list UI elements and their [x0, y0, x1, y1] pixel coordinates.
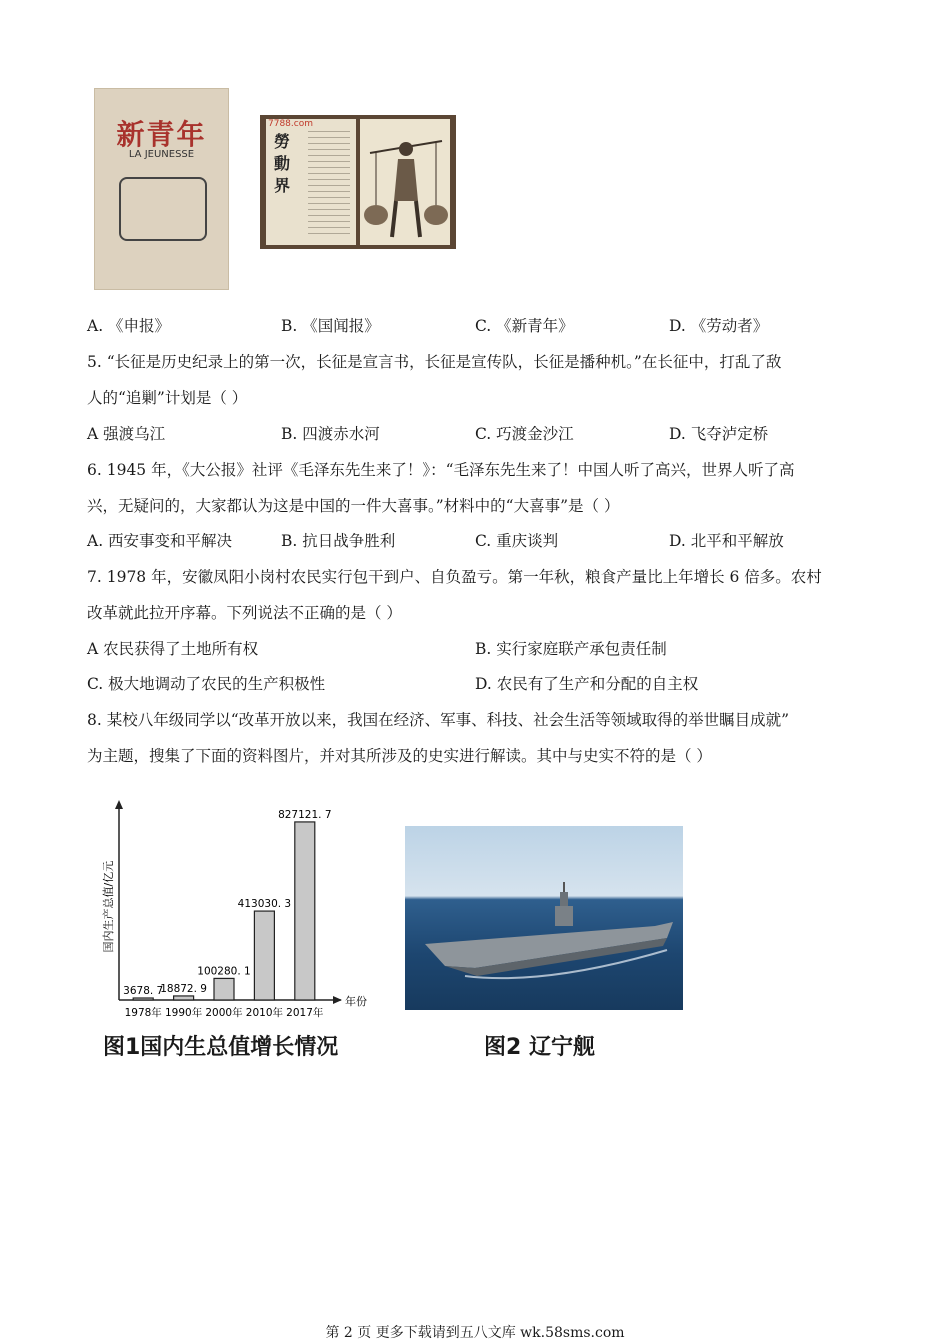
- q7-option-c: C. 极大地调动了农民的生产积极性: [87, 675, 326, 693]
- q7-option-a: A 农民获得了土地所有权: [87, 640, 259, 658]
- q6-option-a: A. 西安事变和平解决: [87, 532, 233, 550]
- q5-option-b: B. 四渡赤水河: [281, 425, 380, 443]
- cover-ornament-frame: [119, 177, 207, 241]
- open-book-image: [260, 115, 456, 249]
- book-left-page: [266, 119, 356, 245]
- gdp-bar-chart: [95, 795, 375, 1025]
- q5-stem-line2: 人的“追剿”计划是（ ）: [87, 389, 248, 407]
- q6-option-c: C. 重庆谈判: [475, 532, 559, 550]
- bar-value-label: 827121. 7: [278, 808, 332, 821]
- q7-stem-line1: 7. 1978 年，安徽凤阳小岗村农民实行包干到户、自负盈亏。第一年秋，粮食产量比上年增长 6 倍多。农村: [87, 568, 822, 586]
- q5-stem-line1: 5. “长征是历史纪录上的第一次，长征是宣言书，长征是宣传队，长征是播种机。”在长征中，打乱了敌: [87, 353, 782, 371]
- x-axis-arrow: [333, 996, 342, 1004]
- cover-title: 新青年: [116, 118, 207, 151]
- worker-illustration: [360, 119, 450, 245]
- book-watermark: 7788.com: [268, 119, 313, 129]
- chart-bar: [133, 998, 153, 1000]
- x-tick-label: 1990年: [164, 1007, 203, 1019]
- q7-stem-line2: 改革就此拉开序幕。下列说法不正确的是（ ）: [87, 604, 402, 622]
- page-footer: 第 2 页 更多下载请到五八文库 wk.58sms.com: [325, 1325, 625, 1341]
- q4-option-c: C. 《新青年》: [475, 317, 574, 335]
- bar-value-label: 3678. 7: [123, 985, 164, 997]
- q6-stem-line1: 6. 1945 年，《大公报》社评《毛泽东先生来了！》：“毛泽东先生来了！中国人听了高兴，世界人听了高: [87, 461, 795, 479]
- y-axis-arrow: [115, 800, 123, 809]
- q4-option-a: A. 《申报》: [87, 317, 171, 335]
- q8-stem-line2: 为主题，搜集了下面的资料图片，并对其所涉及的史实进行解读。其中与史实不符的是（ ）: [87, 747, 712, 765]
- q6-stem-line2: 兴，无疑问的，大家都认为这是中国的一件大喜事。”材料中的“大喜事”是（ ）: [87, 497, 620, 515]
- y-axis-label: 国内生产总值/亿元: [102, 860, 115, 953]
- chart-bar: [254, 911, 274, 1000]
- chart-caption: 图1国内生总值增长情况: [103, 1035, 339, 1060]
- q4-option-d: D. 《劳动者》: [669, 317, 769, 335]
- q4-option-b: B. 《国闻报》: [281, 317, 380, 335]
- q5-option-d: D. 飞夺泸定桥: [669, 425, 769, 443]
- x-tick-label: 1978年: [124, 1007, 162, 1019]
- q7-option-b: B. 实行家庭联产承包责任制: [475, 640, 667, 658]
- book-text-lines: [308, 131, 350, 235]
- q5-option-c: C. 巧渡金沙江: [475, 425, 574, 443]
- chart-bar: [214, 978, 234, 1000]
- q6-option-d: D. 北平和平解放: [669, 532, 784, 550]
- chart-bar: [174, 996, 194, 1000]
- x-tick-label: 2017年: [286, 1007, 324, 1019]
- bar-value-label: 18872. 9: [160, 982, 207, 995]
- q7-option-d: D. 农民有了生产和分配的自主权: [475, 675, 699, 693]
- photo-caption: 图2 辽宁舰: [484, 1035, 595, 1060]
- q5-option-a: A 强渡乌江: [87, 425, 166, 443]
- cover-subtitle: LA JEUNESSE: [128, 149, 195, 160]
- aircraft-carrier-photo: [405, 826, 683, 1010]
- bar-value-label: 100280. 1: [197, 965, 251, 978]
- x-tick-label: 2010年: [245, 1007, 284, 1019]
- x-tick-label: 2000年: [205, 1007, 243, 1019]
- magazine-cover-image: [94, 88, 229, 290]
- book-heading: 勞動界: [274, 132, 291, 195]
- q8-stem-line1: 8. 某校八年级同学以“改革开放以来，我国在经济、军事、科技、社会生活等领域取得的举世瞩目成就”: [87, 711, 790, 729]
- q6-option-b: B. 抗日战争胜利: [281, 532, 396, 550]
- chart-bar: [295, 822, 315, 1000]
- carrier-illustration: [405, 826, 683, 1010]
- x-axis-label: 年份: [345, 995, 367, 1008]
- bar-value-label: 413030. 3: [237, 898, 292, 911]
- book-right-page: [360, 119, 450, 245]
